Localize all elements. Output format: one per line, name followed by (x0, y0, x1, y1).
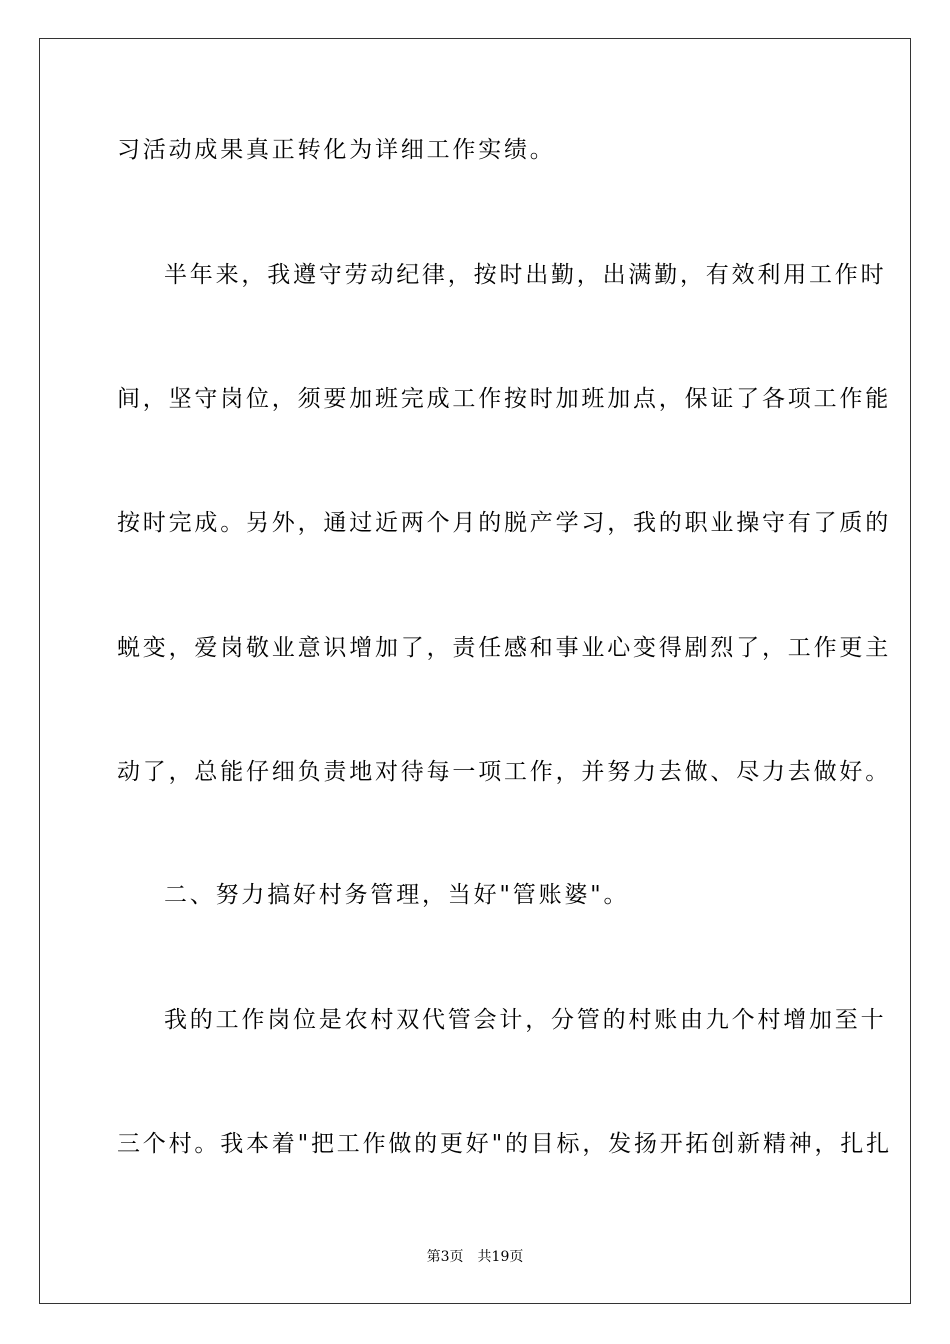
total-pages: 共19页 (477, 1249, 524, 1265)
paragraph-line: 习活动成果真正转化为详细工作实绩。 (117, 137, 556, 163)
paragraph-line: 间，坚守岗位，须要加班完成工作按时加班加点，保证了各项工作能 (117, 386, 891, 412)
page-number: 第3页 (426, 1249, 464, 1265)
page-border (39, 38, 911, 1304)
section-heading: 二、努力搞好村务管理，当好"管账婆"。 (164, 882, 630, 908)
paragraph-line: 我的工作岗位是农村双代管会计，分管的村账由九个村增加至十 (164, 1007, 887, 1033)
paragraph-line: 三个村。我本着"把工作做的更好"的目标，发扬开拓创新精神，扎扎 (117, 1131, 892, 1157)
paragraph-line: 半年来，我遵守劳动纪律，按时出勤，出满勤，有效利用工作时 (164, 262, 887, 288)
paragraph-line: 蜕变，爱岗敬业意识增加了，责任感和事业心变得剧烈了，工作更主 (117, 635, 891, 661)
page-footer (0, 1248, 950, 1266)
paragraph-line: 动了，总能仔细负责地对待每一项工作，并努力去做、尽力去做好。 (117, 759, 891, 785)
paragraph-line: 按时完成。另外，通过近两个月的脱产学习，我的职业操守有了质的 (117, 510, 891, 536)
